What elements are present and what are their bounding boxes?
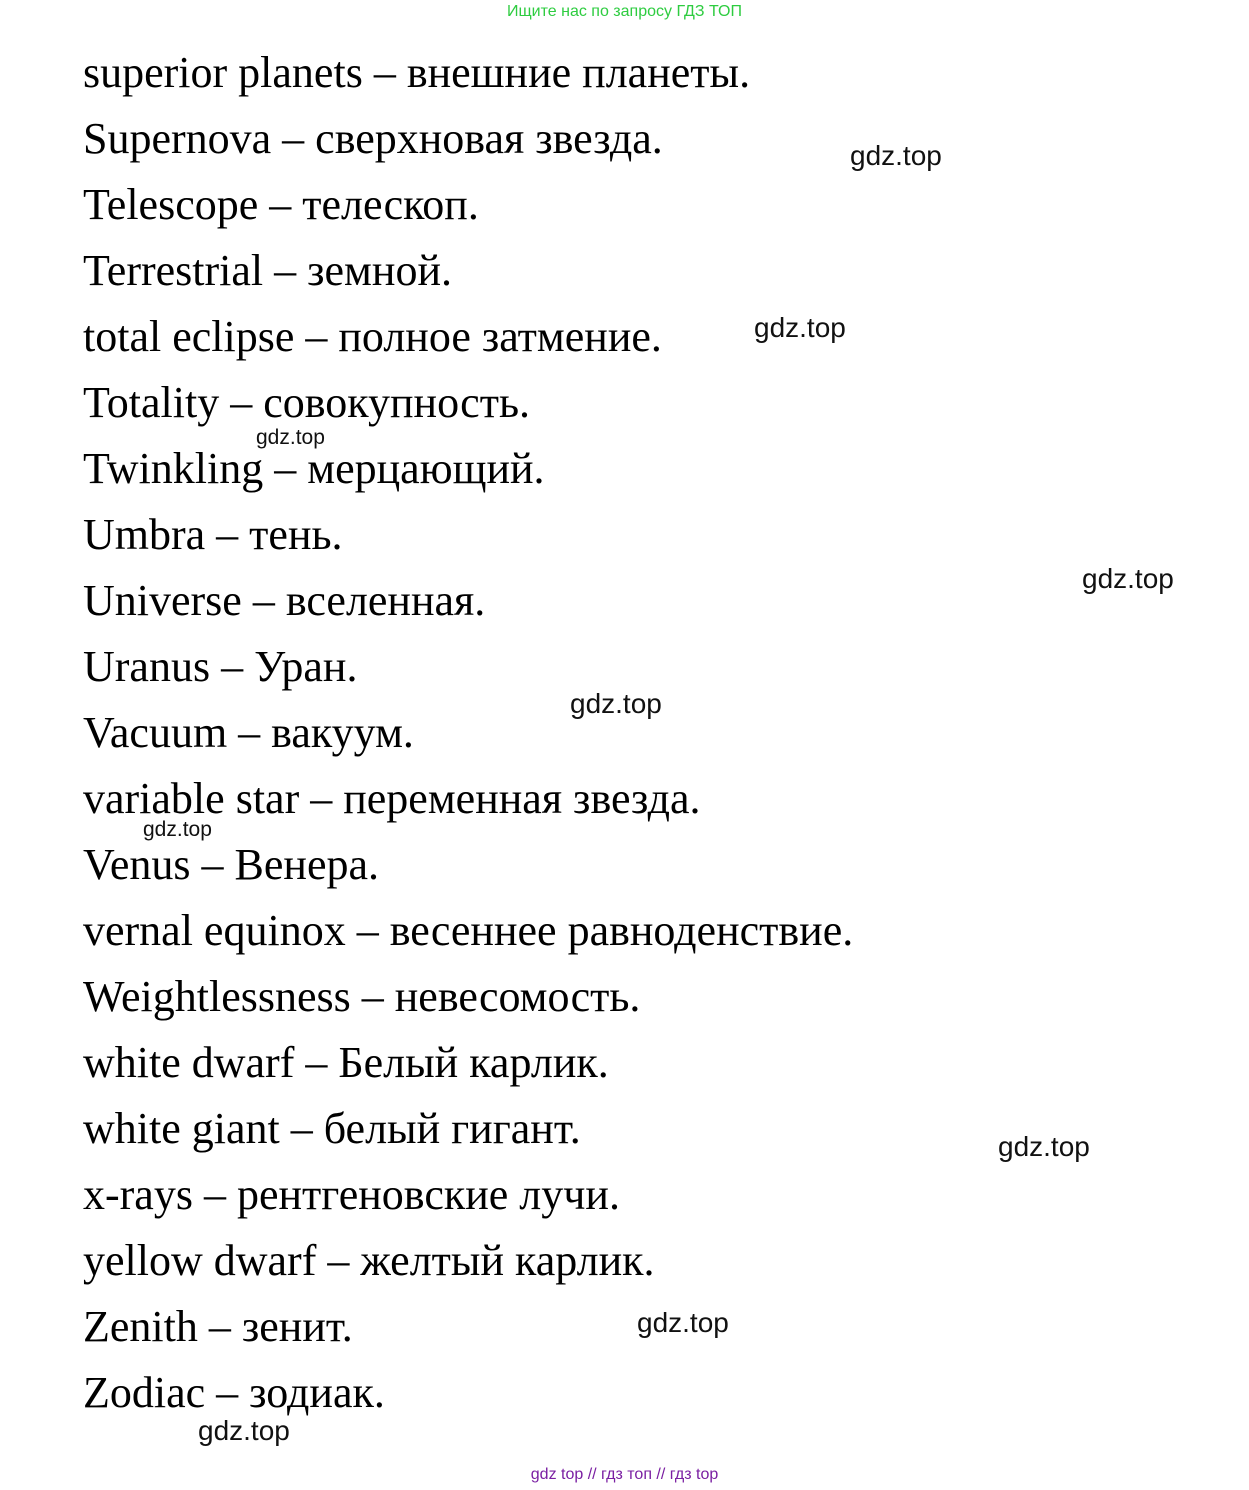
glossary-entry: Venus – Венера. — [83, 840, 380, 889]
top-banner: Ищите нас по запросу ГДЗ ТОП — [507, 3, 742, 20]
glossary-entry: Vacuum – вакуум. — [83, 708, 414, 757]
glossary-entry: superior planets – внешние планеты. — [83, 48, 751, 97]
glossary-entry: yellow dwarf – желтый карлик. — [83, 1236, 655, 1285]
watermark: gdz.top — [998, 1131, 1090, 1162]
glossary-entry: Zodiac – зодиак. — [83, 1368, 385, 1417]
watermark: gdz.top — [754, 312, 846, 343]
glossary-entry: vernal equinox – весеннее равноденствие. — [83, 906, 854, 955]
watermark: gdz.top — [143, 818, 212, 841]
watermark: gdz.top — [198, 1415, 290, 1446]
glossary-entry: white dwarf – Белый карлик. — [83, 1038, 609, 1087]
glossary-entry: Supernova – сверхновая звезда. — [83, 114, 663, 163]
glossary-entry: Terrestrial – земной. — [83, 246, 452, 295]
glossary-entry: Weightlessness – невесомость. — [83, 972, 641, 1021]
glossary-entry: Umbra – тень. — [83, 510, 343, 559]
glossary-entry: white giant – белый гигант. — [83, 1104, 581, 1153]
glossary-entry: Universe – вселенная. — [83, 576, 486, 625]
glossary-entry: Zenith – зенит. — [83, 1302, 353, 1351]
watermark: gdz.top — [850, 140, 942, 171]
glossary-list — [83, 40, 853, 1426]
watermark: gdz.top — [1082, 563, 1174, 594]
glossary-entry: Telescope – телескоп. — [83, 180, 479, 229]
glossary-entry: Uranus – Уран. — [83, 642, 358, 691]
glossary-entry: Totality – совокупность. — [83, 378, 531, 427]
glossary-entry: x-rays – рентгеновские лучи. — [83, 1170, 620, 1219]
glossary-entry: Twinkling – мерцающий. — [83, 444, 545, 493]
watermark: gdz.top — [256, 426, 325, 449]
watermark: gdz.top — [570, 688, 662, 719]
watermark: gdz.top — [637, 1307, 729, 1338]
glossary-entry: total eclipse – полное затмение. — [83, 312, 662, 361]
bottom-banner: gdz top // гдз топ // гдз top — [530, 1466, 719, 1483]
glossary-entry: variable star – переменная звезда. — [83, 774, 701, 823]
